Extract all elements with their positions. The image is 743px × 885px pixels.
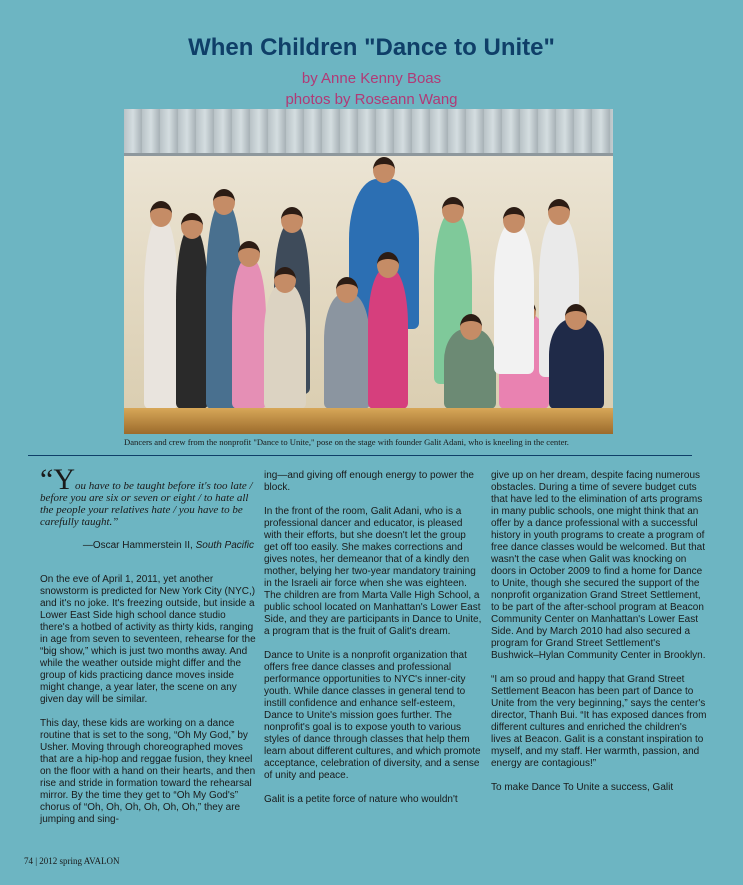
epigraph-source: South Pacific bbox=[195, 540, 254, 551]
paragraph: “I am so proud and happy that Grand Street Settlement Beacon has been part of Dance to Unite from the very beginning,” says the center's director, Thanh Bui. “It has exposed dances from different cultures and enriched the children's lives at Beacon. Galit is a constant inspiration to myself, and my staff. Her warmth, passion, and energy are contagious!” bbox=[491, 674, 707, 769]
dancer-head bbox=[460, 314, 482, 340]
dancer-figure bbox=[264, 284, 306, 409]
paragraph: To make Dance To Unite a success, Galit bbox=[491, 782, 674, 793]
dancer-head bbox=[336, 277, 358, 303]
dancer-head bbox=[503, 207, 525, 233]
epigraph-attribution bbox=[40, 540, 258, 552]
dancer-head bbox=[213, 189, 235, 215]
article-column-2 bbox=[264, 470, 482, 818]
dancer-head bbox=[150, 201, 172, 227]
paragraph: ing—and giving off enough energy to power the block. bbox=[264, 470, 474, 493]
group-photo bbox=[124, 109, 613, 434]
dancer-head bbox=[442, 197, 464, 223]
page-footer: 74 | 2012 spring AVALON bbox=[24, 856, 120, 866]
dancer-head bbox=[274, 267, 296, 293]
epigraph-drop-cap: “Y bbox=[40, 463, 75, 496]
paragraph: Dance to Unite is a nonprofit organization that offers free dance classes and professional performance opportunities to NYC's inner-city youth. While dance classes in general tend to instill confidence and enhance self-esteem, Dance to Unite's mission goes further. The nonprofit's goal is to expose youth to various styles of dance through classes that help them learn about different cultures, and which promote acceptance, celebration of diversity, and a sense of unity and peace. bbox=[264, 650, 481, 781]
dancer-figure bbox=[232, 259, 266, 409]
paragraph: Galit is a petite force of nature who wouldn't bbox=[264, 794, 458, 805]
article-column-3 bbox=[491, 470, 709, 806]
paragraph: This day, these kids are working on a dance routine that is set to the song, “Oh My God,” by Usher. Moving through choreographed moves that are a hip-hop and reggae fusion, they kneel on the floor with a hand on their hearts, and then rise and stride in formation toward the rehearsal mirror. By the time they get to “Oh My God's” chorus of “Oh, Oh, Oh, Oh, Oh, Oh,” they are jumping and sing- bbox=[40, 718, 256, 825]
dancer-figure bbox=[144, 219, 178, 409]
dancer-head bbox=[238, 241, 260, 267]
dancer-figure bbox=[444, 329, 496, 409]
dancer-figure bbox=[549, 319, 604, 409]
stage-floor bbox=[124, 408, 613, 434]
epigraph-author: —Oscar Hammerstein II, bbox=[82, 540, 193, 551]
dancer-figure bbox=[494, 224, 534, 374]
author-byline: by Anne Kenny Boas bbox=[301, 70, 442, 87]
dancer-figure bbox=[368, 269, 408, 409]
epigraph-quote bbox=[40, 463, 258, 528]
dancer-figure bbox=[324, 294, 370, 409]
photo-credit: photos by Roseann Wang bbox=[285, 91, 458, 108]
dancer-head bbox=[548, 199, 570, 225]
dancer-head bbox=[373, 157, 395, 183]
dancer-head bbox=[377, 252, 399, 278]
paragraph: give up on her dream, despite facing numerous obstacles. During a time of severe budget cuts that have led to the elimination of arts programs in many public schools, one might think that an offer by a dance professional with a successful history in youth programs to create a program of free dance classes would be welcomed. But that wasn't the case when Galit was knocking on doors in October 2009 to find a home for Dance to Unite, though she secured the support of the nonprofit organization Grand Street Settlement, to be part of the after-school program at Beacon Community Center on Manhattan's Lower East Side. And by March 2010 had also secured a program for Grand Street Settlement's Bushwick–Hylan Community Center in Brooklyn. bbox=[491, 470, 706, 661]
photo-caption: Dancers and crew from the nonprofit "Dance to Unite," pose on the stage with founder Galit Adani, who is kneeling in the center. bbox=[124, 437, 569, 447]
article-column-1 bbox=[40, 463, 258, 838]
paragraph: In the front of the room, Galit Adani, who is a professional dancer and educator, is pleased with their efforts, but she doesn't let the group get off too easily. She makes corrections and gives notes, her demeanor that of a kindly den mother, belying her two-year mandatory training in the Israeli air force when she was eighteen. The children are from Marta Valle High School, a public school located on Manhattan's Lower East Side, and they are participants in Dance to Unite, a program that is the fruit of Galit's dream. bbox=[264, 506, 482, 637]
paragraph: On the eve of April 1, 2011, yet another snowstorm is predicted for New York City (NYC,) and it's no joke. It's freezing outside, but inside a Lower East Side high school dance studio there's a hotbed of activity as thirty kids, ranging in age from seven to seventeen, rehearse for the “big show,” which is just two months away. And while the weather outside might differ and the group of kids practicing dance moves inside might change, a year later, the scene on any given day will be similar. bbox=[40, 574, 256, 705]
dancer-head bbox=[281, 207, 303, 233]
stage-curtain bbox=[124, 109, 613, 156]
article-title: When Children "Dance to Unite" bbox=[188, 34, 555, 61]
dancer-head bbox=[181, 213, 203, 239]
section-divider bbox=[28, 455, 692, 456]
dancer-figure bbox=[176, 229, 208, 409]
dancer-head bbox=[565, 304, 587, 330]
epigraph-text: ou have to be taught before it's too late / before you are six or seven or eight / to hate all the people your relatives hate / you have to be carefully taught.” bbox=[40, 480, 253, 528]
